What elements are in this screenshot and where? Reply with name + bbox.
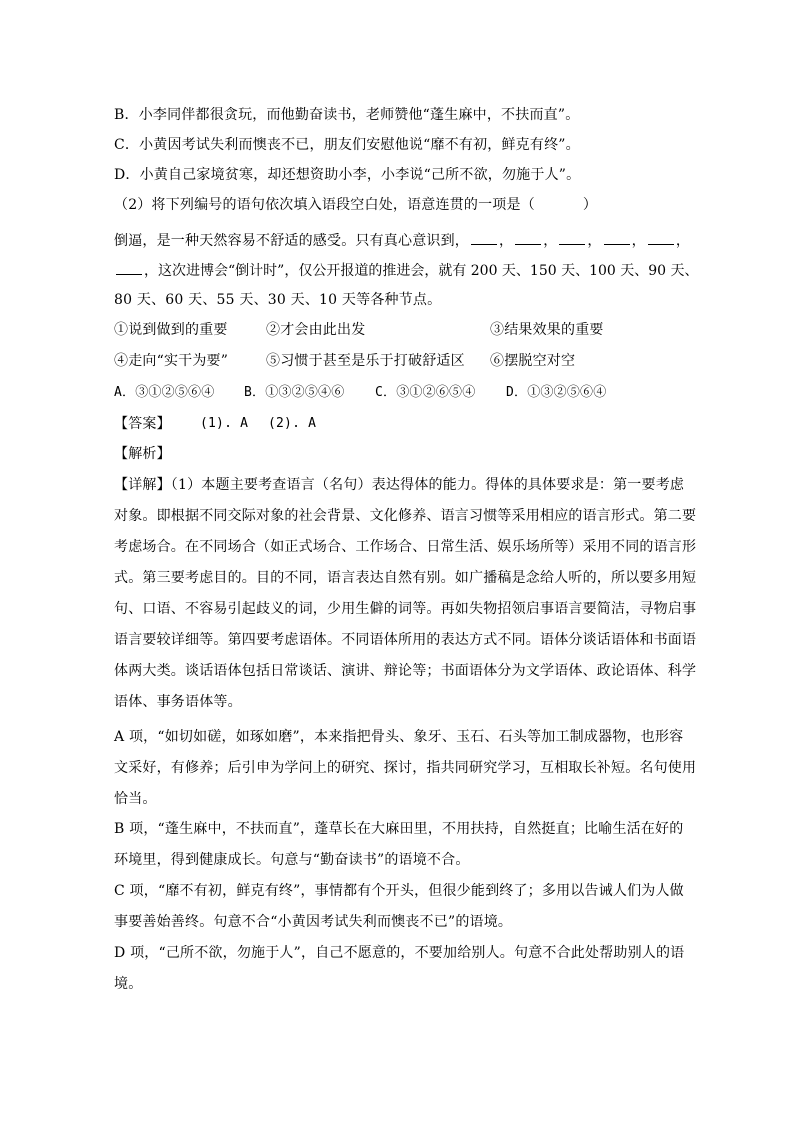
item-3: ③结果效果的重要 xyxy=(490,322,604,338)
question-2-line xyxy=(114,197,684,213)
passage-line-2 xyxy=(114,262,699,279)
item-6: ⑥摆脱空对空 xyxy=(490,353,576,369)
item-1: ①说到做到的重要 xyxy=(114,322,228,338)
detail-line-2: 对象。即根据不同交际对象的社会背景、文化修养、语言习惯等采用相应的语言形式。第二要 xyxy=(114,508,697,524)
explain-b-line-2: 环境里，得到健康成长。句意与“勤奋读书”的语境不合。 xyxy=(114,852,470,868)
fill-blank xyxy=(559,232,585,245)
passage-start: 倒逼，是一种天然容易不舒适的感受。只有真心意识到， xyxy=(114,233,469,249)
fill-blank xyxy=(604,232,630,245)
question-2-suffix: ） xyxy=(582,197,598,213)
detail-line-8: 语体、事务语体等。 xyxy=(114,694,242,710)
blank-separator: ， xyxy=(587,233,602,249)
blank-separator: ， xyxy=(543,233,558,249)
fill-blank xyxy=(648,232,674,245)
passage-rest: ，这次进博会“倒计时”，仅公开报道的推进会，就有 200 天、150 天、100 天、90 天、 xyxy=(144,263,699,279)
choice-a: A．③①②⑤⑥④ xyxy=(114,385,215,400)
option-c-line: C．小黄因考试失利而懊丧不已，朋友们安慰他说“靡不有初，鲜克有终”。 xyxy=(114,137,580,153)
explain-a-line-1: A 项，“如切如磋，如琢如磨”，本来指把骨头、象牙、玉石、石头等加工制成器物，也形容 xyxy=(114,729,684,745)
detail-line-3: 考虑场合。在不同场合（如正式场合、工作场合、日常生活、娱乐场所等）采用不同的语言形 xyxy=(114,539,697,555)
blank-separator: ， xyxy=(675,233,691,249)
passage-line-3: 80 天、60 天、55 天、30 天、10 天等各种节点。 xyxy=(114,292,442,308)
answer-2: (2). A xyxy=(268,416,317,431)
blank-separator: ， xyxy=(499,233,514,249)
answer-1: (1). A xyxy=(200,416,249,431)
choice-b: B．①③②⑤④⑥ xyxy=(244,385,345,400)
explain-d-line-1: D 项，“己所不欲，勿施于人”，自己不愿意的，不要加给别人。句意不合此处帮助别人的语 xyxy=(114,945,685,961)
option-d-line: D．小黄自己家境贫寒，却还想资助小李，小李说“己所不欲，勿施于人”。 xyxy=(114,167,581,183)
item-5: ⑤习惯于甚至是乐于打破舒适区 xyxy=(266,353,465,369)
explain-a-line-2: 文采好，有修养；后引申为学问上的研究、探讨，指共同研究学习，互相取长补短。名句使用 xyxy=(114,760,697,776)
explain-c-line-1: C 项，“靡不有初，鲜克有终”，事情都有个开头，但很少能到终了；多用以告诫人们为人做 xyxy=(114,883,684,899)
explain-c-line-2: 事要善始善终。句意不合“小黄因考试失利而懊丧不已”的语境。 xyxy=(114,914,513,930)
detail-line-7: 体两大类。谈话语体包括日常谈话、演讲、辩论等；书面语体分为文学语体、政论语体、科学 xyxy=(114,663,697,679)
detail-line-5: 句、口语、不容易引起歧义的词，少用生僻的词等。再如失物招领启事语言要简洁，寻物启事 xyxy=(114,601,697,617)
item-4: ④走向“实干为要” xyxy=(114,353,229,369)
detail-line-6: 语言要较详细等。第四要考虑语体。不同语体所用的表达方式不同。语体分谈话语体和书面语 xyxy=(114,632,697,648)
item-2: ②才会由此出发 xyxy=(266,322,366,338)
choice-d: D．①③②⑤⑥④ xyxy=(506,385,607,400)
question-2-prefix: （2）将下列编号的语句依次填入语段空白处，语意连贯的一项是（ xyxy=(114,197,535,213)
answer-label: 【答案】 xyxy=(114,416,171,432)
fill-blank xyxy=(116,262,142,275)
detail-line-4: 式。第三要考虑目的。目的不同，语言表达自然有别。如广播稿是念给人听的，所以要多用短 xyxy=(114,570,697,586)
explain-b-line-1: B 项，“蓬生麻中，不扶而直”，蓬草长在大麻田里，不用扶持，自然挺直；比喻生活在好的 xyxy=(114,821,684,837)
passage-line-1 xyxy=(114,232,691,249)
analysis-label: 【解析】 xyxy=(114,446,171,462)
blank-separator: ， xyxy=(631,233,646,249)
explain-d-line-2: 境。 xyxy=(114,976,143,992)
detail-line-1: 【详解】（1）本题主要考查语言（名句）表达得体的能力。得体的具体要求是：第一要考虑 xyxy=(114,477,685,493)
fill-blank xyxy=(515,232,541,245)
option-b-line: B．小李同伴都很贪玩，而他勤奋读书，老师赞他“蓬生麻中，不扶而直”。 xyxy=(114,107,580,123)
fill-blank xyxy=(471,232,497,245)
choice-c: C．③①②⑥⑤④ xyxy=(375,385,476,400)
explain-a-line-3: 恰当。 xyxy=(114,791,157,807)
